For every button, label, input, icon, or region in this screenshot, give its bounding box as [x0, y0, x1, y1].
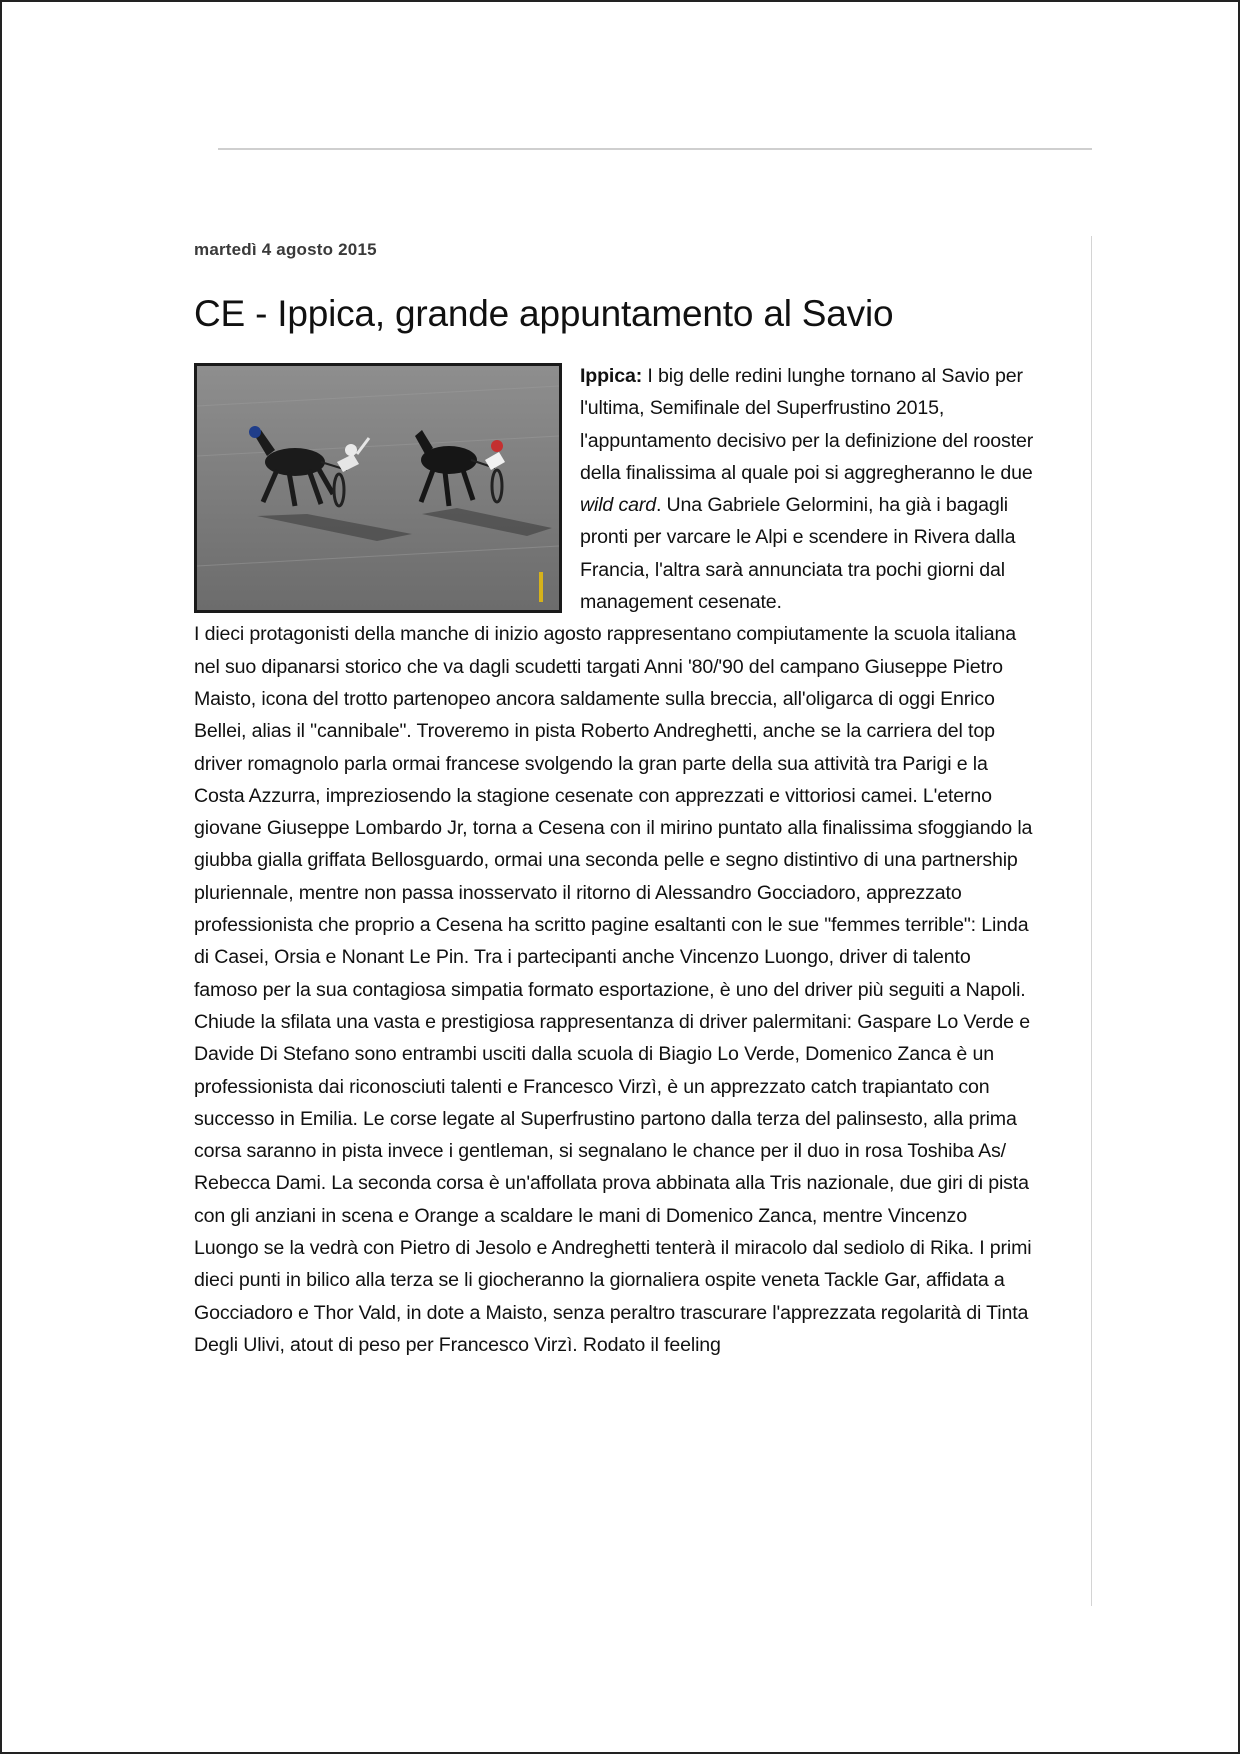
right-column-divider [1091, 236, 1092, 1606]
header-divider [218, 148, 1092, 150]
lead-emphasis: wild card [580, 494, 656, 517]
lead-text-part-2: . Una Gabriele Gelormini, ha già i bagagli pronti per varcare le Alpi e scendere in Rivera dalla Francia, l'altra sarà annunciata tra pochi giorni dal management cesenate. [580, 494, 1016, 614]
article-body [194, 360, 1036, 1361]
article-title: CE - Ippica, grande appuntamento al Savio [194, 293, 894, 334]
article-body-paragraph: I dieci protagonisti della manche di inizio agosto rappresentano compiutamente la scuola italiana nel suo dipanarsi storico che va dagli scudetti targati Anni '80/'90 del campano Giuseppe Pietro Maisto, icona del trotto partenopeo ancora saldamente sulla breccia, all'oligarca di oggi Enrico Bellei, alias il "cannibale". Troveremo in pista Roberto Andreghetti, anche se la carriera del top driver romagnolo parla ormai francese svolgendo la gran parte della sua attività tra Parigi e la Costa Azzurra, impreziosendo la stagione cesenate con apprezzati e vittoriosi camei. L'eterno giovane Giuseppe Lombardo Jr, torna a Cesena con il mirino puntato alla finalissima sfoggiando la giubba gialla griffata Bellosguardo, ormai una seconda pelle e segno distintivo di una partnership pluriennale, mentre non passa inosservato il ritorno di Alessandro Gocciadoro, apprezzato professionista che proprio a Cesena ha scritto pagine esaltanti con le sue "femmes terrible": Linda di Casei, Orsia e Nonant Le Pin. Tra i partecipanti anche Vincenzo Luongo, driver di talento famoso per la sua contagiosa simpatia formato esportazione, è uno del driver più seguiti a Napoli. Chiude la sfilata una vasta e prestigiosa rappresentanza di driver palermitani: Gaspare Lo Verde e Davide Di Stefano sono entrambi usciti dalla scuola di Biagio Lo Verde, Domenico Zanca è un professionista dai riconosciuti talenti e Francesco Virzì, è un apprezzato catch trapiantato con successo in Emilia. Le corse legate al Superfrustino partono dalla terza del palinsesto, alla prima corsa saranno in pista invece i gentleman, si segnalano le chance per il duo in rosa Toshiba As/ Rebecca Dami. La seconda corsa è un'affollata prova abbinata alla Tris nazionale, due giri di pista con gli anziani in scena e Orange a scaldare le mani di Domenico Zanca, mentre Vincenzo Luongo se la vedrà con Pietro di Jesolo e Andreghetti tenterà il miracolo dal sediolo di Rika. I primi dieci punti in bilico alla terza se li giocheranno la giornaliera ospite veneta Tackle Gar, affidata a Gocciadoro e Thor Vald, in dote a Maisto, senza peraltro trascurare l'apprezzata regolarità di Tinta Degli Ulivi, atout di peso per Francesco Virzì. Rodato il feeling [194, 623, 1033, 1356]
section-label: Ippica: [580, 365, 643, 387]
lead-text-part-1: I big delle redini lunghe tornano al Savio per l'ultima, Semifinale del Superfrustino 2015, l'appuntamento decisivo per la definizione del rooster della finalissima al quale poi si aggregheranno le due [580, 365, 1034, 484]
article-container [194, 240, 1036, 1361]
article-date: martedì 4 agosto 2015 [194, 240, 377, 259]
harness-racing-photo [194, 363, 562, 613]
